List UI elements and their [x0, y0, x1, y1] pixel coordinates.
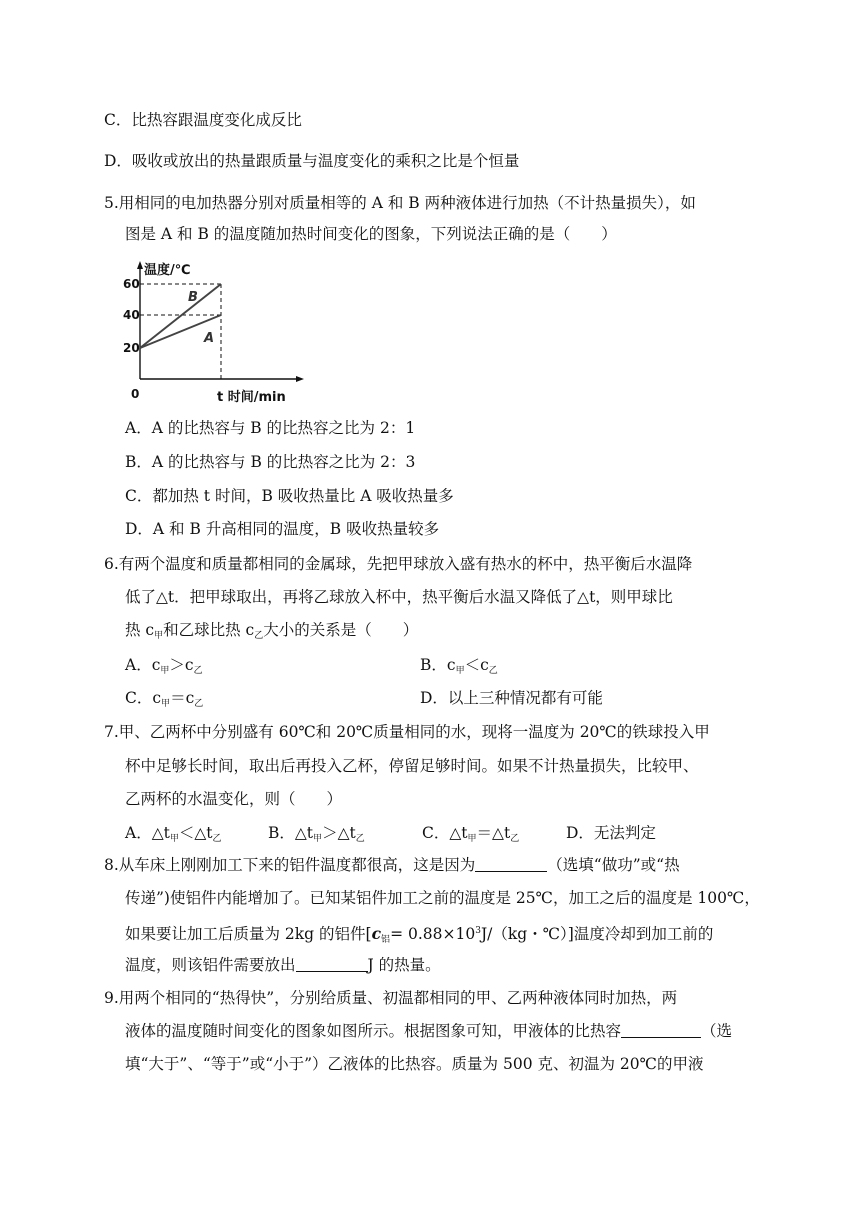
q6-text: 大小的关系是（ ）	[263, 621, 419, 639]
q7-stem-line2: 杯中足够长时间，取出后再投入乙杯，停留足够时间。如果不计热量损失，比较甲、	[125, 757, 699, 775]
q9-line3: 填“大于”、“等于”或“小于”）乙液体的比热容。质量为 500 克、初温为 20℃的甲液	[125, 1055, 704, 1073]
q6-option-a: A．$c_甲>c_乙$	[125, 656, 203, 676]
series-a-label: A	[204, 331, 215, 346]
q5-option-d: D．A 和 B 升高相同的温度，B 吸收热量较多	[125, 520, 440, 538]
q8-blank-2[interactable]	[296, 957, 368, 972]
q6-stem-line3	[125, 620, 418, 646]
q6-text: 热 c	[125, 621, 155, 639]
q9-line1: 9.用两个相同的“热得快”，分别给质量、初温都相同的甲、乙两种液体同时加热，两	[104, 989, 678, 1007]
q7-stem-line3: 乙两杯的水温变化，则（ ）	[125, 790, 343, 808]
q6-option-c: C．$c_甲=c_乙$	[125, 689, 204, 709]
q8-line2: 传递”)使铝件内能增加了。已知某铝件加工之前的温度是 25℃，加工之后的温度是 100℃，	[125, 889, 760, 907]
q6-sub-yi: 乙	[254, 631, 264, 641]
q8-line3: 如果要让加工后质量为 2kg 的铝件[$c_铝= 0.88\times 10^3J/(kg$・℃）]温度冷却到加工前的	[125, 924, 714, 945]
q9-line2: 液体的温度随时间变化的图象如图所示。根据图象可知，甲液体的比热容 （选	[125, 1022, 733, 1040]
y-axis-label: 温度/℃	[144, 263, 191, 278]
q5-stem-line2: 图是 A 和 B 的温度随加热时间变化的图象，下列说法正确的是（ ）	[125, 225, 617, 243]
q7-option-c: C．$\triangle t_甲=\triangle t_乙$	[422, 824, 520, 844]
q7-option-d: D．无法判定	[566, 824, 656, 842]
q6-option-d: D．以上三种情况都有可能	[420, 689, 603, 707]
q6-stem-line1: 6.有两个温度和质量都相同的金属球，先把甲球放入盛有热水的杯中，热平衡后水温降	[104, 555, 693, 573]
q6-stem-line2: 低了△t．把甲球取出，再将乙球放入杯中，热平衡后水温又降低了△t，则甲球比	[125, 588, 673, 606]
q7-stem-line1: 7.甲、乙两杯中分别盛有 60℃和 20℃质量相同的水，现将一温度为 20℃的铁球投入甲	[104, 723, 710, 741]
y-tick-60: 60	[123, 277, 140, 291]
q7-option-b: B．$\triangle t_甲>\triangle t_乙$	[268, 824, 365, 844]
origin-label: 0	[131, 387, 140, 401]
q6-option-b: B．$c_甲<c_乙$	[420, 656, 498, 676]
q4-option-c: C．比热容跟温度变化成反比	[104, 111, 302, 129]
y-axis-arrow-icon	[137, 261, 143, 269]
q8-line1: 8.从车床上刚刚加工下来的铝件温度都很高，这是因为 （选填“做功”或“热	[104, 856, 680, 874]
q6-text: 和乙球比热 c	[163, 621, 255, 639]
temperature-time-graph	[118, 256, 318, 408]
q6-sub-jia: 甲	[154, 631, 164, 641]
x-axis-label: t 时间/min	[217, 390, 286, 405]
y-tick-20: 20	[123, 341, 140, 355]
q9-blank-1[interactable]	[621, 1023, 701, 1038]
q5-option-b: B．A 的比热容与 B 的比热容之比为 2：3	[125, 453, 416, 471]
x-axis-arrow-icon	[296, 376, 304, 382]
q5-option-c: C．都加热 t 时间，B 吸收热量比 A 吸收热量多	[125, 487, 454, 505]
q8-line4: 温度，则该铝件需要放出 J 的热量。	[125, 956, 441, 974]
series-b-label: B	[188, 290, 198, 305]
y-tick-40: 40	[123, 308, 140, 322]
q5-stem-line1: 5.用相同的电加热器分别对质量相等的 A 和 B 两种液体进行加热（不计热量损失），如	[104, 194, 696, 212]
q4-option-d: D．吸收或放出的热量跟质量与温度变化的乘积之比是个恒量	[104, 152, 520, 170]
q5-option-a: A．A 的比热容与 B 的比热容之比为 2：1	[125, 419, 416, 437]
q7-option-a: A．$\triangle t_甲<\triangle t_乙$	[125, 824, 222, 844]
q8-blank-1[interactable]	[475, 857, 547, 872]
